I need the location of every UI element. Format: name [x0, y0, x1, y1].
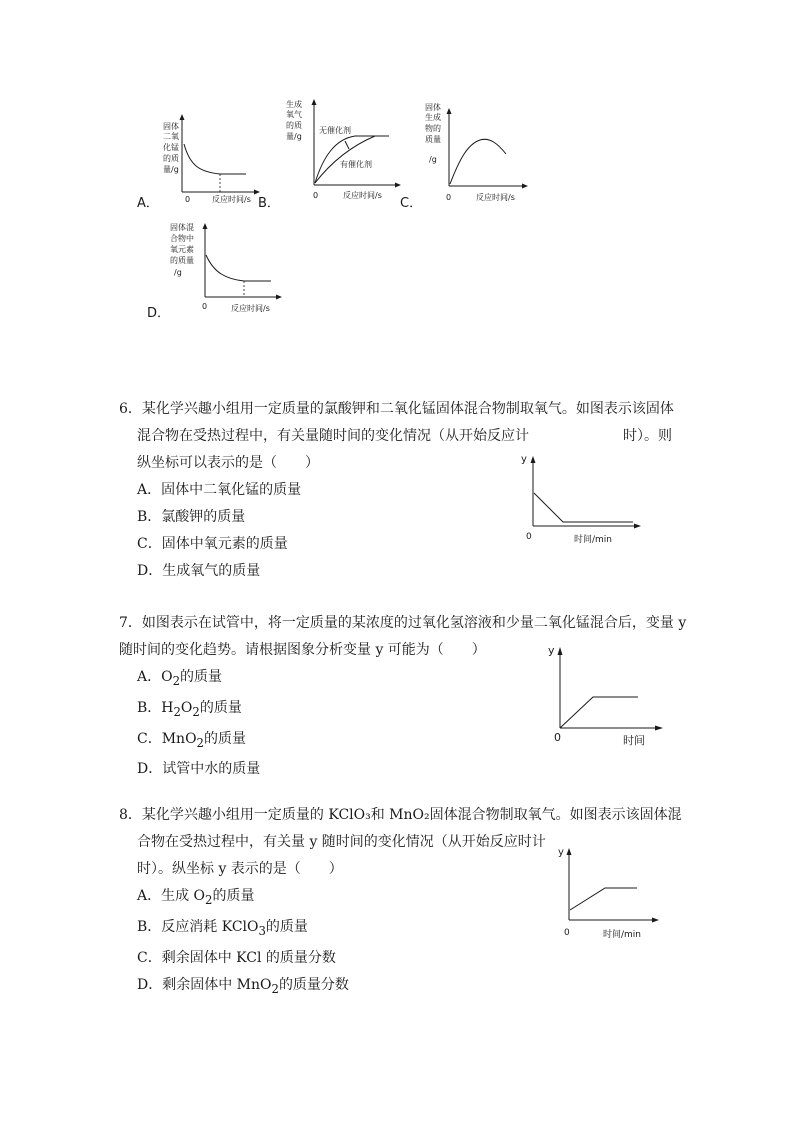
svg-text:0: 0	[446, 193, 452, 202]
q7-stem-line1: 7．如图表示在试管中，将一定质量的某浓度的过氧化氢溶液和少量二氧化锰混合后，变量 y	[119, 615, 687, 631]
graph-a-ylabel	[163, 121, 179, 174]
svg-text:反应时间/s: 反应时间/s	[212, 195, 251, 204]
option-b-letter: B．	[258, 196, 280, 211]
svg-text:量/g: 量/g	[163, 165, 179, 174]
graph-c-ylabel	[425, 102, 441, 164]
q6-option-a: A．固体中二氧化锰的质量	[137, 482, 302, 498]
graph-option-a	[160, 100, 270, 210]
svg-text:反应时间/s: 反应时间/s	[343, 191, 382, 200]
svg-text:y: y	[558, 847, 564, 858]
q7-option-a: A．$O_2$的质量	[137, 669, 223, 688]
graph-q8	[553, 842, 663, 942]
q7-stem-line2: 随时间的变化趋势。请根据图象分析变量 y 可能为（ ）	[119, 642, 486, 658]
svg-text:0: 0	[554, 731, 561, 744]
svg-text:氧气: 氧气	[286, 110, 302, 119]
svg-text:0: 0	[526, 532, 532, 542]
svg-text:反应时间/s: 反应时间/s	[231, 304, 270, 313]
svg-text:二氧: 二氧	[163, 132, 179, 141]
option-c-letter: C．	[400, 196, 423, 211]
svg-text:生成: 生成	[286, 100, 302, 109]
q7-option-c: C．MnO$_2$的质量	[137, 730, 246, 750]
svg-text:/g: /g	[429, 155, 437, 164]
option-a-letter: A．	[137, 196, 159, 211]
svg-text:0: 0	[313, 191, 319, 200]
svg-text:时间/min: 时间/min	[603, 930, 642, 940]
graph-d-ylabel	[170, 222, 194, 277]
q7-option-b: B．$H_2O_2$的质量	[137, 699, 242, 719]
svg-text:时间: 时间	[623, 734, 645, 747]
svg-text:物的: 物的	[425, 124, 441, 133]
q6-option-d: D．生成氧气的质量	[137, 563, 261, 579]
q6-option-b: B．氯酸钾的质量	[137, 509, 246, 525]
q8-option-a: A．生成 $O_2$的质量	[137, 888, 255, 907]
svg-text:量/g: 量/g	[286, 132, 302, 141]
q8-stem-line3: 时）。纵坐标 y 表示的是（ ）	[137, 861, 343, 877]
svg-text:0: 0	[564, 928, 570, 938]
graph-b-ylabel	[286, 99, 302, 141]
svg-text:的质: 的质	[163, 154, 179, 163]
q7-option-d: D．试管中水的质量	[137, 761, 261, 778]
q8-option-c: C．剩余固体中 KCl 的质量分数	[137, 949, 336, 966]
svg-text:/g: /g	[174, 268, 182, 277]
graph-option-d	[168, 215, 283, 320]
svg-text:固体混: 固体混	[170, 223, 194, 232]
q8-stem-line2: 合物在受热过程中，有关量 y 随时间的变化情况（从开始反应时计	[137, 834, 546, 850]
graph-option-b	[283, 95, 408, 210]
q6-stem-line1: 6．某化学兴趣小组用一定质量的氯酸钾和二氧化锰固体混合物制取氧气。如图表示该固体	[119, 401, 674, 417]
graph-option-c	[422, 100, 537, 210]
svg-text:反应时间/s: 反应时间/s	[476, 193, 515, 202]
svg-text:的质量: 的质量	[170, 256, 194, 265]
svg-text:固体: 固体	[425, 103, 441, 112]
svg-text:0: 0	[185, 195, 191, 204]
svg-text:的质: 的质	[286, 121, 302, 130]
q8-option-b: B．反应消耗 KClO$_3$的质量	[137, 918, 308, 938]
svg-text:无催化剂: 无催化剂	[319, 126, 351, 135]
svg-text:y: y	[548, 644, 555, 657]
svg-text:质量: 质量	[425, 135, 441, 144]
option-d-letter: D．	[147, 306, 171, 321]
svg-text:化锰: 化锰	[163, 143, 179, 152]
q8-option-d: D．剩余固体中 MnO$_2$的质量分数	[137, 976, 349, 996]
svg-text:生成: 生成	[425, 113, 441, 122]
q6-option-c: C．固体中氧元素的质量	[137, 536, 288, 552]
svg-text:合物中: 合物中	[170, 234, 194, 243]
svg-text:固体: 固体	[163, 122, 179, 131]
q8-stem-line1: 8．某化学兴趣小组用一定质量的 KClO₃和 MnO₂固体混合物制取氧气。如图表示该固体混	[119, 807, 682, 823]
svg-text:0: 0	[202, 302, 208, 311]
svg-text:氧元素: 氧元素	[170, 245, 194, 254]
svg-text:有催化剂: 有催化剂	[340, 160, 372, 169]
svg-text:时间/min: 时间/min	[574, 535, 613, 545]
graph-q6	[515, 448, 650, 548]
q6-stem-line2: 混合物在受热过程中，有关量随时间的变化情况（从开始反应计 时）。则	[137, 428, 672, 444]
graph-q7	[540, 640, 670, 750]
q6-stem-line3: 纵坐标可以表示的是（ ）	[137, 455, 319, 471]
svg-text:y: y	[521, 454, 527, 465]
